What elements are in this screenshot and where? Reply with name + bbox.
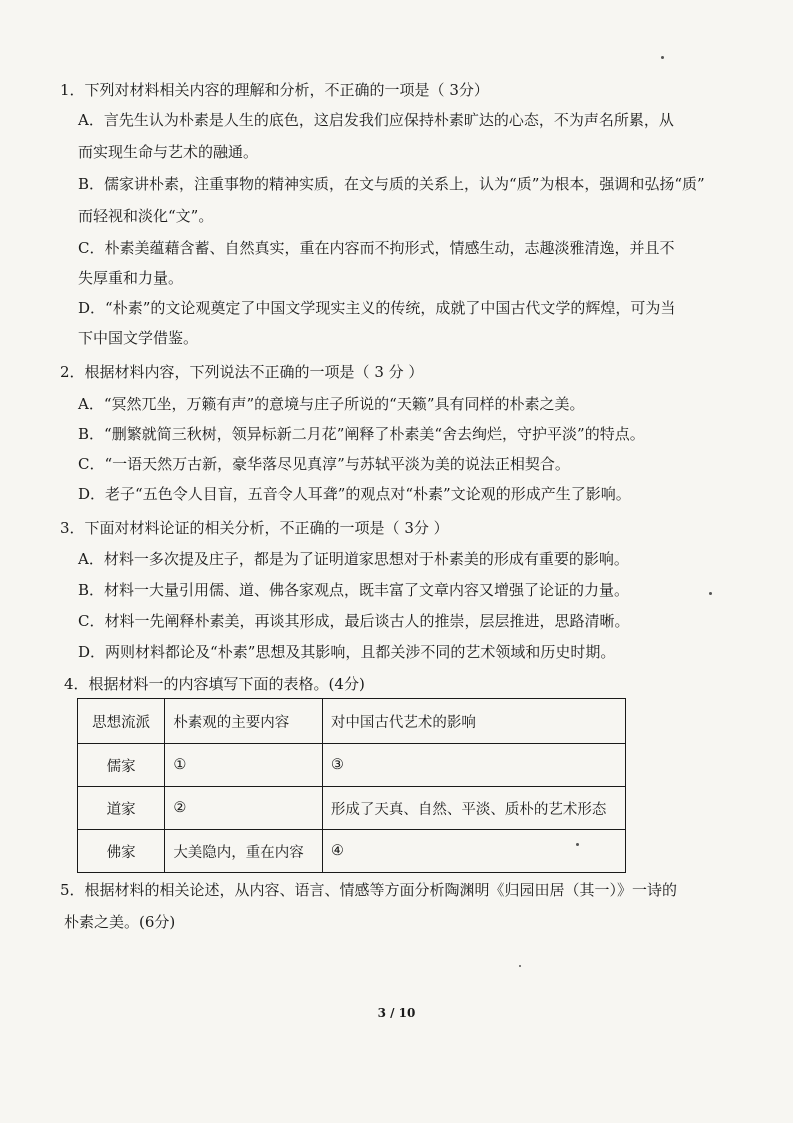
scan-speck: [661, 56, 664, 59]
table-row: [78, 744, 626, 787]
question-1-stem: 1．下列对材料相关内容的理解和分析，不正确的一项是（ 3分）: [60, 81, 489, 99]
question-5-stem: 5．根据材料的相关论述，从内容、语言、情感等方面分析陶渊明《归园田居（其一）》一诗的: [60, 881, 678, 899]
table-header-cell: 对中国古代艺术的影响: [322, 699, 625, 744]
table-cell: 形成了天真、自然、平淡、质朴的艺术形态: [322, 787, 625, 830]
table-cell-blank-4: ④: [322, 830, 625, 873]
question-2-option-a: A．“冥然兀坐，万籁有声”的意境与庄子所说的“天籁”具有同样的朴素之美。: [78, 395, 585, 413]
table-cell: 儒家: [78, 744, 165, 787]
table-cell: 大美隐内，重在内容: [165, 830, 323, 873]
table-cell-blank-3: ③: [322, 744, 625, 787]
table-cell: 佛家: [78, 830, 165, 873]
scan-speck: [576, 843, 579, 846]
question-1-option-d: D．“朴素”的文论观奠定了中国文学现实主义的传统，成就了中国古代文学的辉煌，可为当: [78, 299, 676, 317]
question-1-option-d-cont: 下中国文学借鉴。: [78, 329, 199, 347]
question-1-option-b-cont: 而轻视和淡化“文”。: [78, 207, 214, 225]
question-1-option-b: B．儒家讲朴素，注重事物的精神实质，在文与质的关系上，认为“质”为根本，强调和弘扬“质”: [78, 175, 705, 193]
question-3-option-b: B．材料一大量引用儒、道、佛各家观点，既丰富了文章内容又增强了论证的力量。: [78, 581, 630, 599]
question-5-stem-cont: 朴素之美。(6分): [64, 913, 176, 931]
answer-table: [77, 698, 626, 873]
table-row: [78, 830, 626, 873]
question-1-option-a: A．言先生认为朴素是人生的底色，这启发我们应保持朴素旷达的心态，不为声名所累，从: [78, 111, 674, 129]
question-3-option-a: A．材料一多次提及庄子，都是为了证明道家思想对于朴素美的形成有重要的影响。: [78, 550, 629, 568]
question-2-option-b: B．“删繁就简三秋树，领异标新二月花”阐释了朴素美“舍去绚烂，守护平淡”的特点。: [78, 425, 645, 443]
table-row: [78, 787, 626, 830]
question-3-stem: 3．下面对材料论证的相关分析，不正确的一项是（ 3分 ）: [60, 519, 449, 537]
page-number: 3 / 10: [377, 1006, 416, 1020]
question-2-option-c: C．“一语天然万古新，豪华落尽见真淳”与苏轼平淡为美的说法正相契合。: [78, 455, 570, 473]
scan-speck: [709, 592, 712, 595]
question-3-option-c: C．材料一先阐释朴素美，再谈其形成，最后谈古人的推崇，层层推进，思路清晰。: [78, 612, 630, 630]
table-cell: 道家: [78, 787, 165, 830]
table-header-row: [78, 699, 626, 744]
question-1-option-c-cont: 失厚重和力量。: [78, 269, 184, 287]
question-1-option-a-cont: 而实现生命与艺术的融通。: [78, 143, 259, 161]
question-2-option-d: D．老子“五色令人目盲，五音令人耳聋”的观点对“朴素”文论观的形成产生了影响。: [78, 485, 631, 503]
scan-speck: [519, 965, 521, 967]
question-2-stem: 2．根据材料内容，下列说法不正确的一项是（ 3 分 ）: [60, 363, 424, 381]
table-header-cell: 朴素观的主要内容: [165, 699, 323, 744]
table-cell-blank-1: ①: [165, 744, 323, 787]
question-4-stem: 4．根据材料一的内容填写下面的表格。(4分): [64, 675, 365, 693]
table-header-cell: 思想流派: [78, 699, 165, 744]
table-cell-blank-2: ②: [165, 787, 323, 830]
question-1-option-c: C．朴素美蕴藉含蓄、自然真实，重在内容而不拘形式，情感生动，志趣淡雅清逸，并且不: [78, 239, 675, 257]
question-3-option-d: D．两则材料都论及“朴素”思想及其影响，且都关涉不同的艺术领域和历史时期。: [78, 643, 616, 661]
